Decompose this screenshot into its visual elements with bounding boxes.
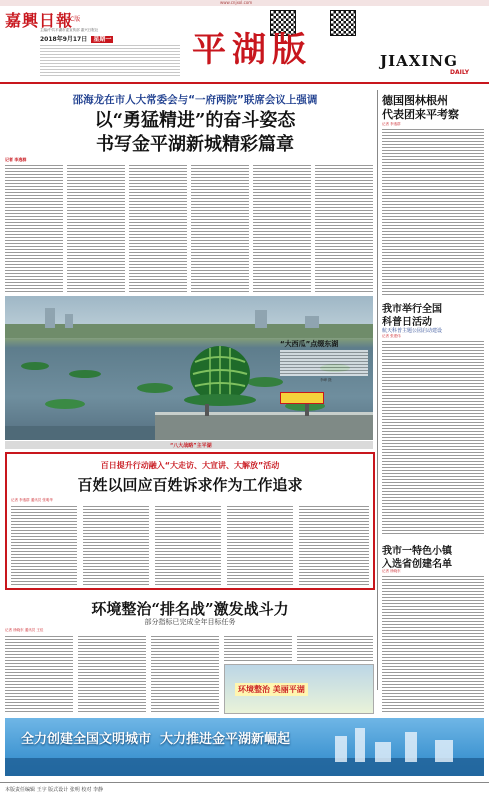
right-article2-headline-2: 科普日活动	[382, 317, 432, 328]
right-article1-body	[382, 127, 484, 295]
right-article3-body	[382, 574, 484, 712]
masthead-date	[40, 34, 113, 43]
footer-rule	[0, 782, 489, 783]
weekday-badge: 星期一	[93, 36, 112, 43]
env-body-col-1	[5, 634, 73, 714]
middle-kicker: 百日提升行动融入“大走访、大宣讲、大解放”活动	[100, 461, 280, 470]
middle-body-col-2	[83, 504, 149, 586]
middle-byline: 记者 李逸群 通讯员 张明华	[11, 498, 53, 502]
masthead-fine-print	[40, 43, 180, 77]
date-text: 2018年9月17日	[40, 36, 88, 43]
right-article1-headline-2: 代表团来平考察	[382, 108, 459, 121]
right-article1-headline-1: 德国图林根州	[382, 94, 448, 107]
env-subheadline: 部分指标已完成全年目标任务	[144, 618, 236, 626]
photo-credit: 李峰 摄	[320, 378, 332, 382]
bottom-banner	[5, 718, 484, 776]
right-article2-byline: 记者 张建伟	[382, 334, 401, 338]
photo-stamp	[280, 392, 324, 404]
lead-headline-2: 书写金平湖新城精彩篇章	[96, 134, 294, 155]
photo-caption-text	[280, 350, 368, 376]
env-inset-caption: 环境整治 美丽平湖	[235, 683, 308, 696]
middle-body-col-4	[227, 504, 293, 586]
env-headline: 环境整治“排名战”激发战斗力	[91, 600, 289, 618]
env-byline: 记者 徐晓东 通讯员 王佳	[5, 628, 44, 632]
photo-caption-title: “大西瓜”点缀东湖	[280, 340, 339, 348]
right-article2-body	[382, 339, 484, 535]
env-body-col-3	[151, 634, 219, 714]
right-column-divider	[377, 90, 378, 690]
photo-bottom-banner: “八大战略”主平湖	[170, 443, 212, 449]
lead-body-col-4	[191, 163, 249, 293]
bottom-banner-skyline	[5, 718, 484, 776]
masthead-divider	[0, 82, 489, 84]
lead-body-col-5	[253, 163, 311, 293]
lead-byline: 记者 李逸群	[5, 157, 27, 162]
edition-number: C版	[70, 16, 81, 23]
right-article1-byline: 记者 李逸群	[382, 122, 401, 126]
footer-text: 本版责任编辑 王宇 版式设计 张明 校对 李静	[5, 787, 103, 793]
section-title: 平湖版	[192, 30, 312, 70]
env-body-col-5	[297, 634, 373, 662]
env-body-col-4	[224, 634, 292, 662]
jiaxing-wordmark: JIAXING	[380, 52, 458, 70]
lead-body-col-3	[129, 163, 187, 293]
lead-body-col-1	[5, 163, 63, 293]
env-body-col-2	[78, 634, 146, 714]
top-url[interactable]: www.cnjxol.com	[220, 0, 253, 5]
middle-body-col-3	[155, 504, 221, 586]
daily-wordmark: DAILY	[450, 69, 470, 76]
middle-body-col-1	[11, 504, 77, 586]
masthead-info: 主编/中共平湖市委宣传部 嘉兴日报社	[40, 28, 99, 32]
lead-body-col-6	[315, 163, 373, 293]
qr-code-2[interactable]	[330, 10, 356, 36]
lead-body-col-2	[67, 163, 125, 293]
lead-kicker: 邵海龙在市人大常委会与“一府两院”联席会议上强调	[72, 94, 318, 106]
right-article2-headline-1: 我市举行全国	[382, 304, 442, 315]
lead-headline-1: 以“勇猛精进”的奋斗姿态	[94, 110, 296, 131]
right-article3-headline-1: 我市一特色小镇	[382, 546, 452, 557]
middle-body-col-5	[299, 504, 369, 586]
right-article3-byline: 记者 徐晓东	[382, 569, 401, 573]
right-article3-headline-2: 入选省创建名单	[382, 559, 452, 570]
bottom-banner-text: 全力创建全国文明城市 大力推进金平湖新崛起	[21, 732, 291, 747]
env-inset-photo	[224, 664, 374, 714]
middle-story-box	[5, 452, 375, 590]
middle-headline: 百姓以回应百姓诉求作为工作追求	[77, 476, 303, 494]
right-article2-subhead: 航天科普主题公园启动建设	[382, 328, 443, 334]
paper-logo: 嘉興日報	[5, 11, 74, 30]
